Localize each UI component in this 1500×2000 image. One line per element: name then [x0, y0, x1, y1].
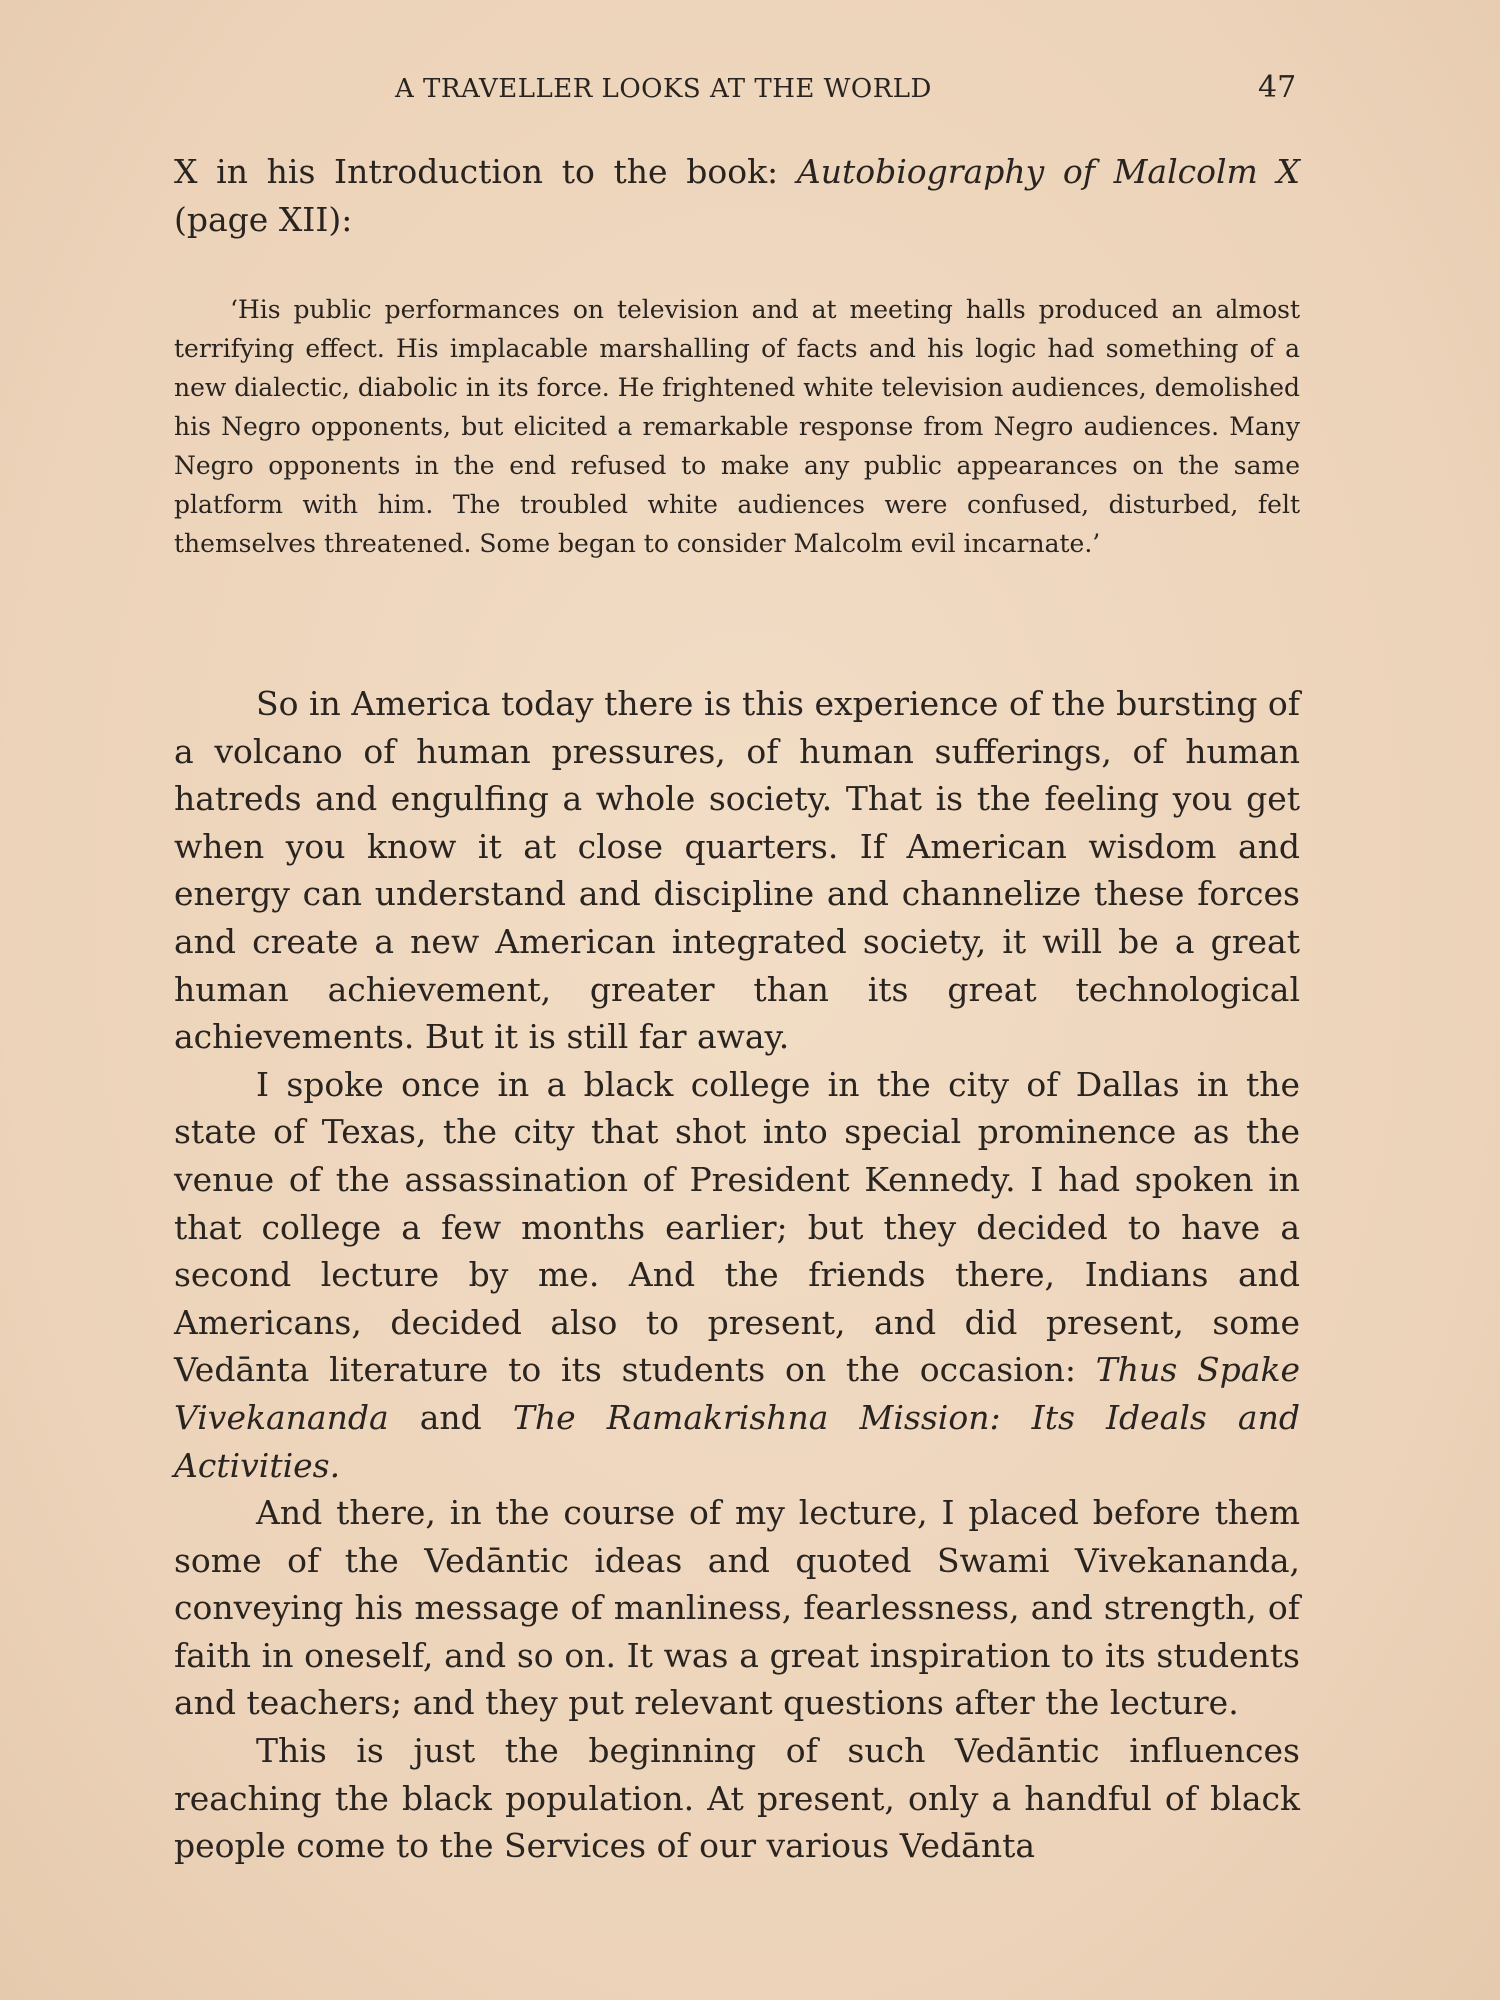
running-title: A TRAVELLER LOOKS AT THE WORLD	[395, 74, 932, 104]
body-text	[174, 680, 1300, 1870]
paragraph-2-text: I spoke once in a black college in the city of Dallas in the state of Texas, the city that shot into special prominence as the venue of the assassination of President Kennedy. I had spoken in that college a few months earlier; but they decided to have a second lecture by me. And the friends there, Indians and Americans, decided also to present, and did present, some Vedānta literature to its students on the occasion:	[174, 1064, 1300, 1390]
paragraph-2-and: and	[388, 1397, 513, 1437]
block-quote: ‘His public performances on television and at meeting halls produced an almost terrifying effect. His implacable marshalling of facts and his logic had something of a new dialectic, diabolic in its force. He frightened white television audiences, demolished his Negro opponents, but elicited a remarkable response from Negro audiences. Many Negro opponents in the end refused to make any public appearances on the same platform with him. The troubled white audiences were confused, disturbed, felt themselves threatened. Some began to consider Malcolm evil incarnate.’	[174, 295, 1300, 558]
intro-text-lead: X in his Introduction to the book:	[174, 152, 797, 191]
running-header	[0, 70, 1500, 110]
paragraph-2	[174, 1061, 1300, 1489]
book-title-2: The Ramakrishna Mission: Its Ideals and Activities.	[174, 1397, 1300, 1485]
paragraph-4: This is just the beginning of such Vedāntic influences reaching the black population. At present, only a handful of black people come to the Services of our various Vedānta	[174, 1731, 1300, 1866]
intro-text	[174, 148, 1300, 243]
paragraph-3: And there, in the course of my lecture, I placed before them some of the Vedāntic ideas and quoted Swami Vivekananda, conveying his message of manliness, fearlessness, and strength, of faith in oneself, and so on. It was a great inspiration to its students and teachers; and they put relevant questions after the lecture.	[174, 1493, 1300, 1723]
intro-text-tail: (page XII):	[174, 199, 353, 239]
paragraph-1: So in America today there is this experience of the bursting of a volcano of human pressures, of human sufferings, of human hatreds and engulfing a whole society. That is the feeling you get when you know it at close quarters. If American wisdom and energy can understand and discipline and channelize these forces and create a new American integrated society, it will be a great human achievement, greater than its great technological achievements. But it is still far away.	[174, 684, 1300, 1057]
intro-book-title: Autobiography of Malcolm X	[796, 152, 1301, 191]
page-number: 47	[1258, 70, 1297, 105]
book-title-1: Thus Spake Vivekananda	[174, 1350, 1300, 1437]
intro-paragraph	[174, 148, 1300, 243]
